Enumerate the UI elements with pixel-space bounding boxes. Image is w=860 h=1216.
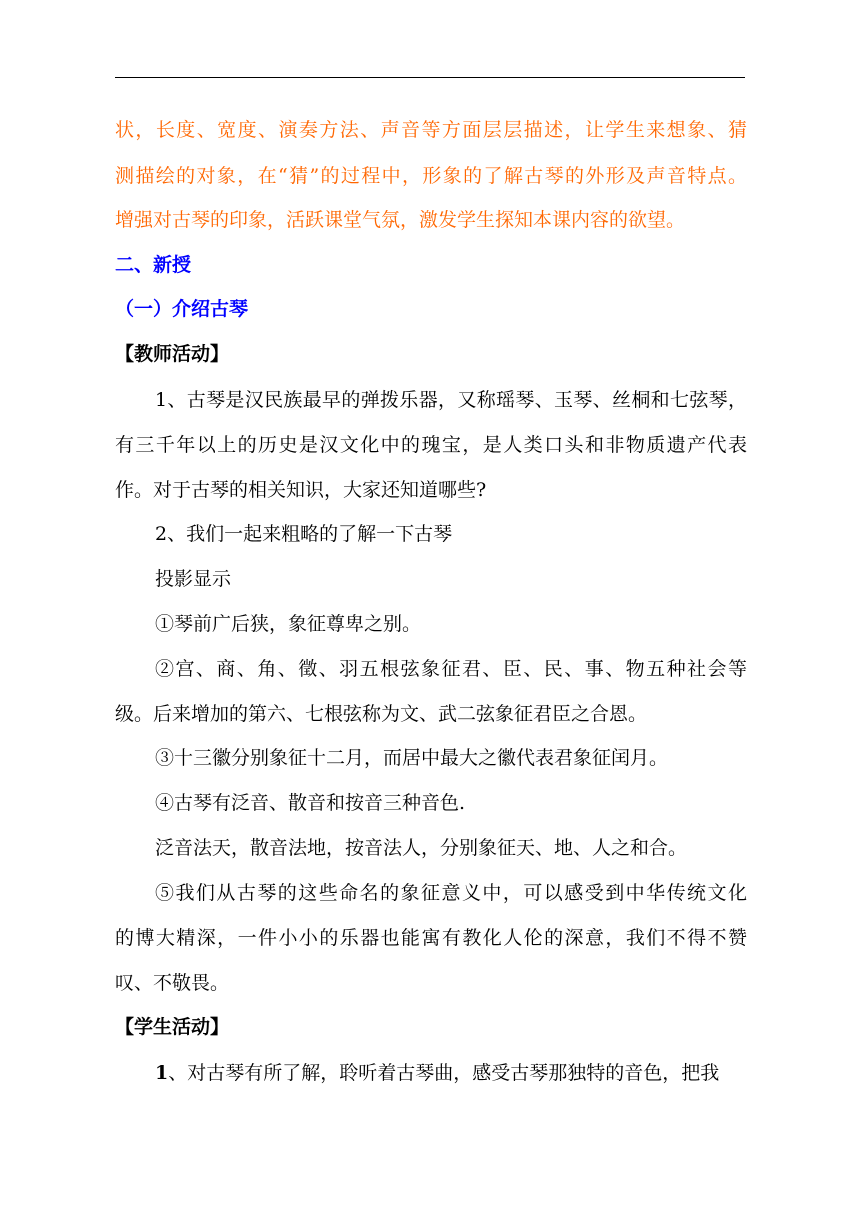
point-5-line-2: 的博大精深，一件小小的乐器也能寓有教化人伦的深意，我们不得不赞 bbox=[115, 927, 747, 949]
projection-label: 投影显示 bbox=[155, 568, 232, 590]
intro-line-2: 测描绘的对象，在“猜”的过程中，形象的了解古琴的外形及声音特点。 bbox=[115, 165, 747, 187]
intro-line-3: 增强对古琴的印象，活跃课堂气氛，激发学生探知本课内容的欲望。 bbox=[115, 209, 686, 231]
subsection-heading: （一）介绍古琴 bbox=[115, 298, 249, 320]
section-heading: 二、新授 bbox=[115, 254, 192, 276]
point-5-line-1: ⑤我们从古琴的这些命名的象征意义中，可以感受到中华传统文化 bbox=[155, 882, 747, 904]
point-4-detail: 泛音法天，散音法地，按音法人，分别象征天、地、人之和合。 bbox=[155, 837, 688, 859]
student-para1-number: 1 bbox=[155, 1062, 169, 1084]
point-4: ④古琴有泛音、散音和按音三种音色. bbox=[155, 792, 466, 814]
intro-line-1: 状，长度、宽度、演奏方法、声音等方面层层描述，让学生来想象、猜 bbox=[115, 119, 747, 141]
student-activity-heading: 【学生活动】 bbox=[115, 1016, 230, 1038]
teacher-para1-line-3: 作。对于古琴的相关知识，大家还知道哪些? bbox=[115, 479, 487, 501]
point-5-line-3: 叹、不敬畏。 bbox=[115, 972, 230, 994]
student-para1 bbox=[155, 1061, 747, 1085]
teacher-para1-line-1: 1、古琴是汉民族最早的弹拨乐器，又称瑶琴、玉琴、丝桐和七弦琴， bbox=[155, 389, 747, 411]
teacher-para1-line-2: 有三千年以上的历史是汉文化中的瑰宝，是人类口头和非物质遗产代表 bbox=[115, 434, 747, 456]
header-rule bbox=[115, 77, 745, 78]
point-1: ①琴前广后狭，象征尊卑之别。 bbox=[155, 613, 422, 635]
teacher-activity-heading: 【教师活动】 bbox=[115, 343, 230, 365]
teacher-para2: 2、我们一起来粗略的了解一下古琴 bbox=[155, 523, 453, 545]
student-para1-text: 、对古琴有所了解，聆听着古琴曲，感受古琴那独特的音色，把我 bbox=[168, 1062, 720, 1084]
point-3: ③十三徽分别象征十二月，而居中最大之徽代表君象征闰月。 bbox=[155, 747, 669, 769]
point-2-line-2: 级。后来增加的第六、七根弦称为文、武二弦象征君臣之合恩。 bbox=[115, 703, 648, 725]
point-2-line-1: ②宫、商、角、徵、羽五根弦象征君、臣、民、事、物五种社会等 bbox=[155, 658, 747, 680]
